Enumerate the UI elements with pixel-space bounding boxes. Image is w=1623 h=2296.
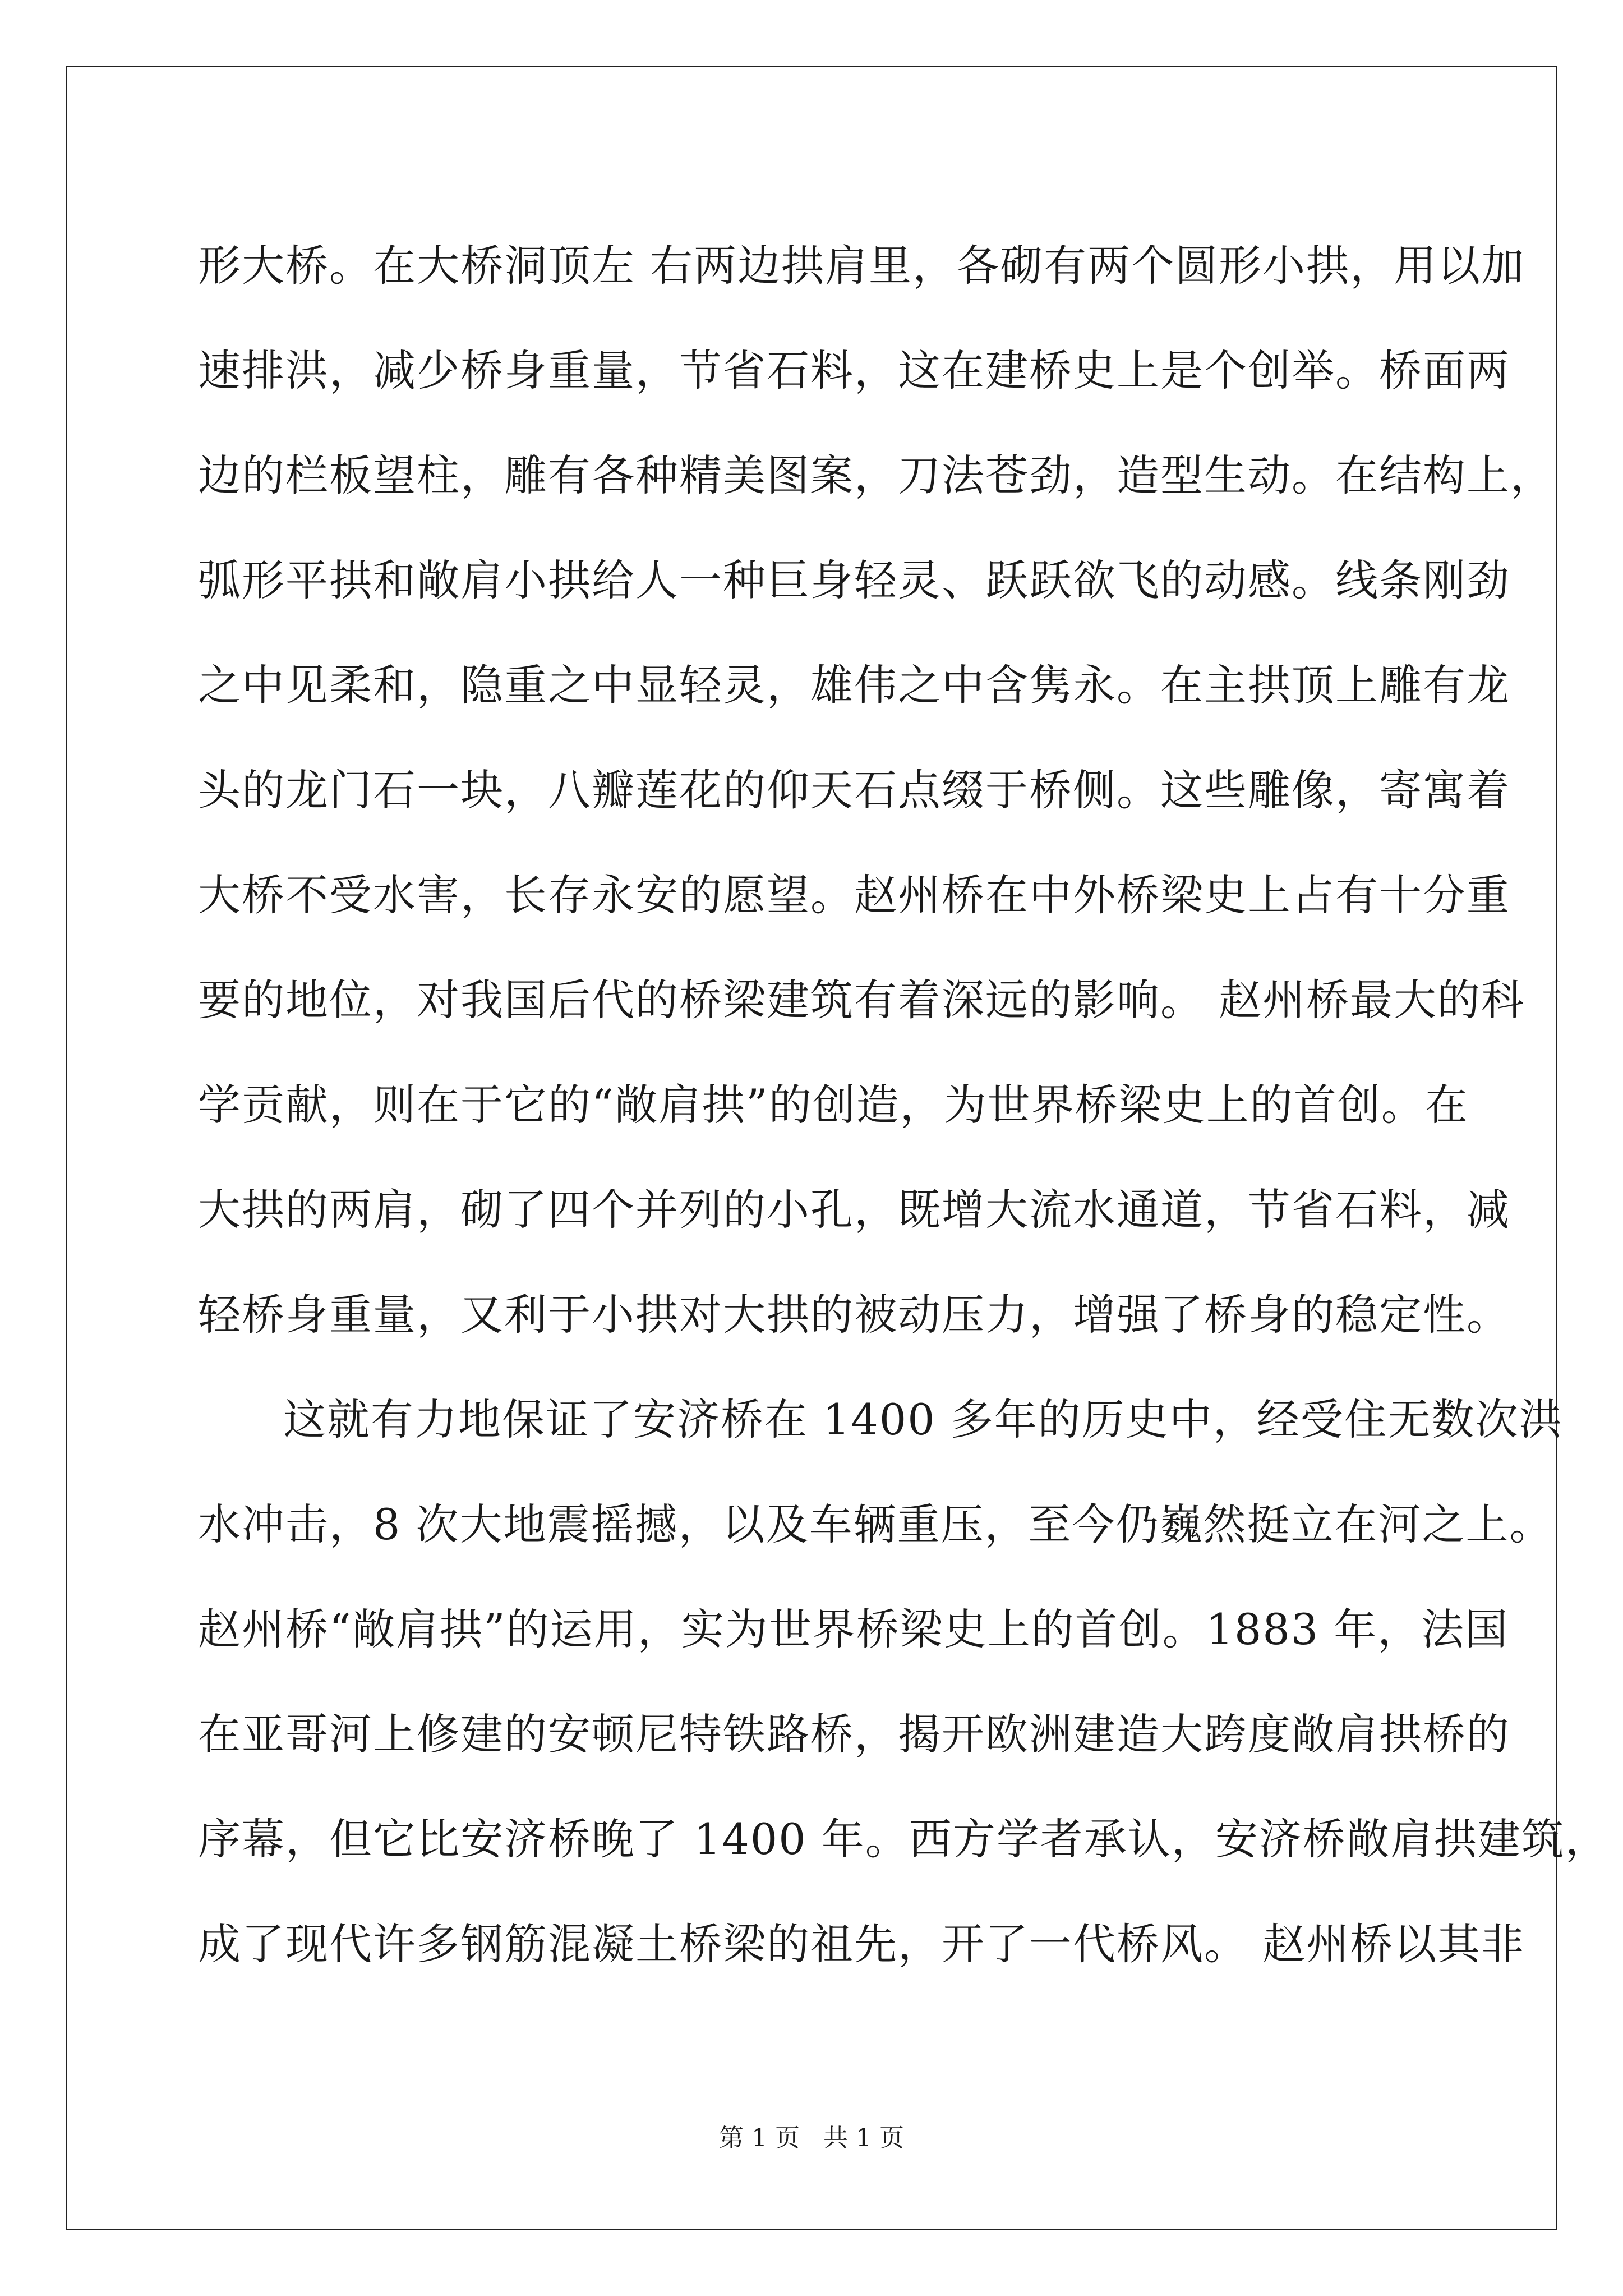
paragraph-first-line: 这就有力地保证了安济桥在 1400 多年的历史中，经受住无数次洪 — [283, 1395, 1563, 1444]
text-line: 大拱的两肩，砌了四个并列的小孔，既增大流水通道，节省石料，减 — [198, 1185, 1510, 1235]
text-line: 形大桥。在大桥洞顶左 右两边拱肩里，各砌有两个圆形小拱，用以加 — [198, 241, 1525, 291]
text-line: 之中见柔和，隐重之中显轻灵，雄伟之中含隽永。在主拱顶上雕有龙 — [198, 660, 1510, 710]
text-line: 要的地位，对我国后代的桥梁建筑有着深远的影响。 赵州桥最大的科 — [198, 975, 1525, 1025]
body-text — [198, 213, 1609, 1996]
text-line: 弧形平拱和敞肩小拱给人一种巨身轻灵、跃跃欲飞的动感。线条刚劲 — [198, 555, 1510, 605]
text-line: 轻桥身重量，又利于小拱对大拱的被动压力，增强了桥身的稳定性。 — [198, 1290, 1510, 1340]
text-line: 水冲击，8 次大地震摇撼，以及车辆重压，至今仍巍然挺立在河之上。 — [198, 1499, 1553, 1549]
page-footer: 第 1 页 共 1 页 — [719, 2124, 904, 2152]
text-line: 头的龙门石一块，八瓣莲花的仰天石点缀于桥侧。这些雕像，寄寓着 — [198, 765, 1510, 815]
text-line: 赵州桥“敞肩拱”的运用，实为世界桥梁史上的首创。1883 年，法国 — [198, 1604, 1509, 1654]
text-line: 速排洪，减少桥身重量，节省石料，这在建桥史上是个创举。桥面两 — [198, 346, 1510, 395]
text-line: 成了现代许多钢筋混凝土桥梁的祖先，开了一代桥风。 赵州桥以其非 — [198, 1919, 1525, 1969]
text-line: 学贡献，则在于它的“敞肩拱”的创造，为世界桥梁史上的首创。在 — [198, 1080, 1469, 1130]
text-line: 大桥不受水害，长存永安的愿望。赵州桥在中外桥梁史上占有十分重 — [198, 870, 1510, 920]
text-line: 边的栏板望柱，雕有各种精美图案，刀法苍劲，造型生动。在结构上， — [198, 450, 1554, 500]
text-line: 序幕，但它比安济桥晚了 1400 年。西方学者承认，安济桥敞肩拱建筑， — [198, 1814, 1609, 1864]
text-line: 在亚哥河上修建的安顿尼特铁路桥，揭开欧洲建造大跨度敞肩拱桥的 — [198, 1709, 1510, 1759]
